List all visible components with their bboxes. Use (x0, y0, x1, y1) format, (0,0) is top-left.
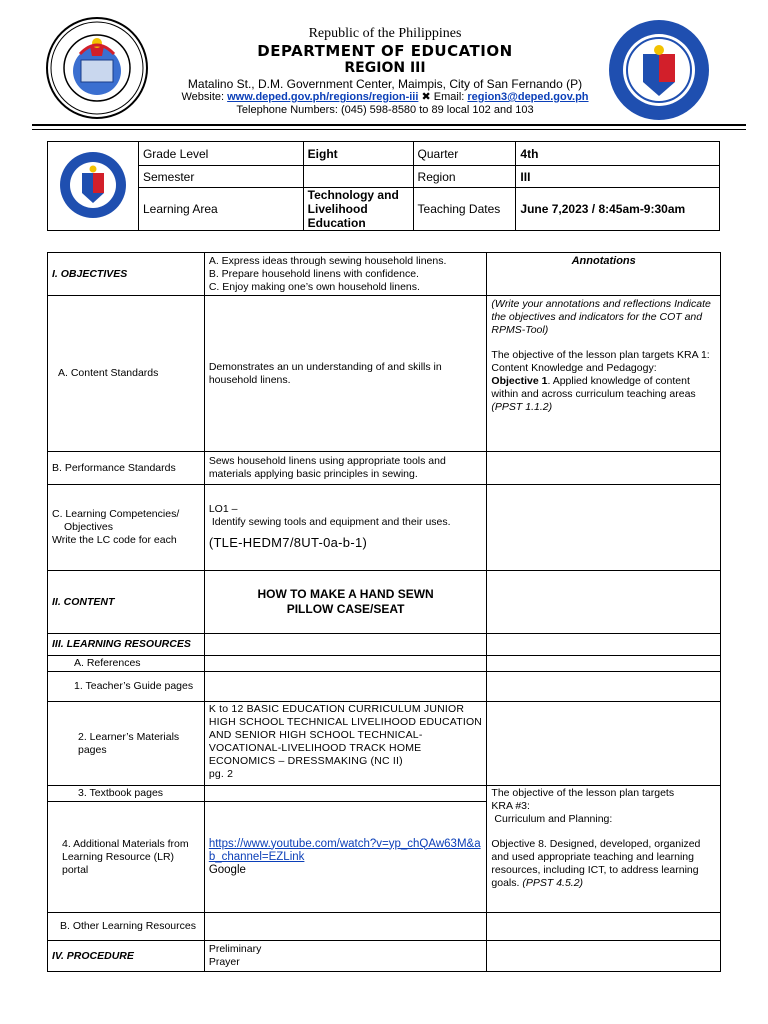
annotation-note: (Write your annotations and reflections Indicate the objectives and indicators for the COT and RPMS-Tool) (491, 298, 711, 336)
email-link[interactable]: region3@deped.gov.ph (467, 91, 589, 103)
header-divider-thin (32, 129, 746, 130)
semester-value (303, 166, 413, 188)
teaching-dates-value: June 7,2023 / 8:45am-9:30am (516, 188, 720, 231)
objective-a: A. Express ideas through sewing household linens. (208, 255, 447, 267)
additional-materials-value (204, 802, 487, 913)
lesson-info-table (47, 141, 720, 231)
content-label: II. CONTENT (48, 571, 205, 634)
quarter-value: 4th (516, 142, 720, 166)
website-link[interactable]: www.deped.gov.ph/regions/region-iii (227, 91, 419, 103)
region-title: REGION III (344, 60, 426, 76)
annotation-kra1 (487, 296, 721, 452)
objective8-text: Objective 8. Designed, developed, organized and used appropriate teaching and learning resources, including ICT, to address learning goals. (491, 838, 701, 889)
content-standards-label: A. Content Standards (48, 296, 205, 452)
procedure-value (204, 941, 487, 972)
contact-line (170, 91, 600, 104)
objective-c: C. Enjoy making one’s own household linens. (208, 281, 420, 293)
letterhead (0, 0, 768, 122)
telephone-line: Telephone Numbers: (045) 598-8580 to 89 local 102 and 103 (236, 104, 534, 116)
deped-small-seal-icon (57, 150, 129, 220)
republic-line: Republic of the Philippines (308, 26, 462, 41)
objectives-list (204, 253, 487, 296)
deped-seal-left-icon (30, 16, 164, 120)
content-standards-value: Demonstrates an un understanding of and skills in household linens. (204, 296, 487, 452)
learners-materials-text: K to 12 BASIC EDUCATION CURRICULUM JUNIOR HIGH SCHOOL TECHNICAL LIVELIHOOD EDUCATION AND SENIOR HIGH SCHOOL TECHNICAL-VOCATIONAL-LIVELIHOOD TRACK HOME ECONOMICS – DRESSMAKING (NC II) (208, 703, 483, 767)
objectives-label: I. OBJECTIVES (48, 253, 205, 296)
quarter-label: Quarter (413, 142, 516, 166)
semester-label: Semester (138, 166, 303, 188)
other-resources-label: B. Other Learning Resources (48, 913, 205, 941)
additional-source: Google (208, 863, 246, 876)
objective-b: B. Prepare household linens with confidence. (208, 268, 419, 280)
ppst-1: (PPST 1.1.2) (491, 401, 553, 413)
mail-icon: ✖ (421, 91, 431, 103)
youtube-link[interactable]: https://www.youtube.com/watch?v=yp_chQAw63M&ab_channel=EZLink (208, 837, 481, 863)
kra1-text: The objective of the lesson plan targets KRA 1: Content Knowledge and Pedagogy: (491, 349, 710, 374)
lo1-label: LO1 – (208, 502, 238, 515)
lc-code: (TLE-HEDM7/8UT-0a-b-1) (208, 534, 368, 550)
procedure-prayer: Prayer (208, 956, 240, 968)
website-label: Website: (181, 91, 225, 103)
teaching-dates-label: Teaching Dates (413, 188, 516, 231)
textbook-label: 3. Textbook pages (48, 786, 205, 802)
competencies-value (204, 485, 487, 571)
lo1-text: Identify sewing tools and equipment and their uses. (211, 515, 451, 528)
grade-level-label: Grade Level (138, 142, 303, 166)
learning-area-label: Learning Area (138, 188, 303, 231)
learning-resources-label: III. LEARNING RESOURCES (48, 634, 205, 656)
additional-materials-label: 4. Additional Materials from Learning Resource (LR) portal (48, 802, 205, 913)
performance-standards-label: B. Performance Standards (48, 452, 205, 485)
performance-standards-value: Sews household linens using appropriate tools and materials applying basic principles in sewing. (204, 452, 487, 485)
lesson-plan-table (47, 252, 721, 972)
references-label: A. References (48, 656, 205, 672)
department-title: DEPARTMENT OF EDUCATION (257, 42, 513, 60)
learning-area-value: Technology and Livelihood Education (303, 188, 413, 231)
learners-materials-page: pg. 2 (208, 768, 234, 780)
grade-level-value: Eight (303, 142, 413, 166)
learners-materials-label: 2. Learner’s Materials pages (48, 702, 205, 786)
deped-seal-right-icon (604, 18, 714, 122)
address-line: Matalino St., D.M. Government Center, Maimpis, City of San Fernando (P) (187, 77, 583, 91)
ppst-2: (PPST 4.5.2) (522, 877, 584, 889)
header-divider (32, 124, 746, 126)
annotation-kra3: The objective of the lesson plan targets KRA #3: Curriculum and Planning: Objective 8. Designed, developed, organized and used appropriate teaching and learning resources, including ICT, to address learning goals. (PPST 4.5.2) (487, 786, 721, 913)
objective1-label: Objective 1 (491, 375, 548, 387)
content-title: HOW TO MAKE A HAND SEWN PILLOW CASE/SEAT (204, 571, 487, 634)
email-label: Email: (433, 91, 465, 103)
region-value: III (516, 166, 720, 188)
competencies-label: C. Learning Competencies/ Objectives Write the LC code for each (48, 485, 205, 571)
region-label: Region (413, 166, 516, 188)
teachers-guide-label: 1. Teacher’s Guide pages (48, 672, 205, 702)
objective1-text: . Applied knowledge of content within and across curriculum teaching areas (491, 375, 696, 400)
procedure-preliminary: Preliminary (208, 943, 262, 955)
learners-materials-value (204, 702, 487, 786)
annotations-header: Annotations (487, 253, 721, 296)
procedure-label: IV. PROCEDURE (48, 941, 205, 972)
